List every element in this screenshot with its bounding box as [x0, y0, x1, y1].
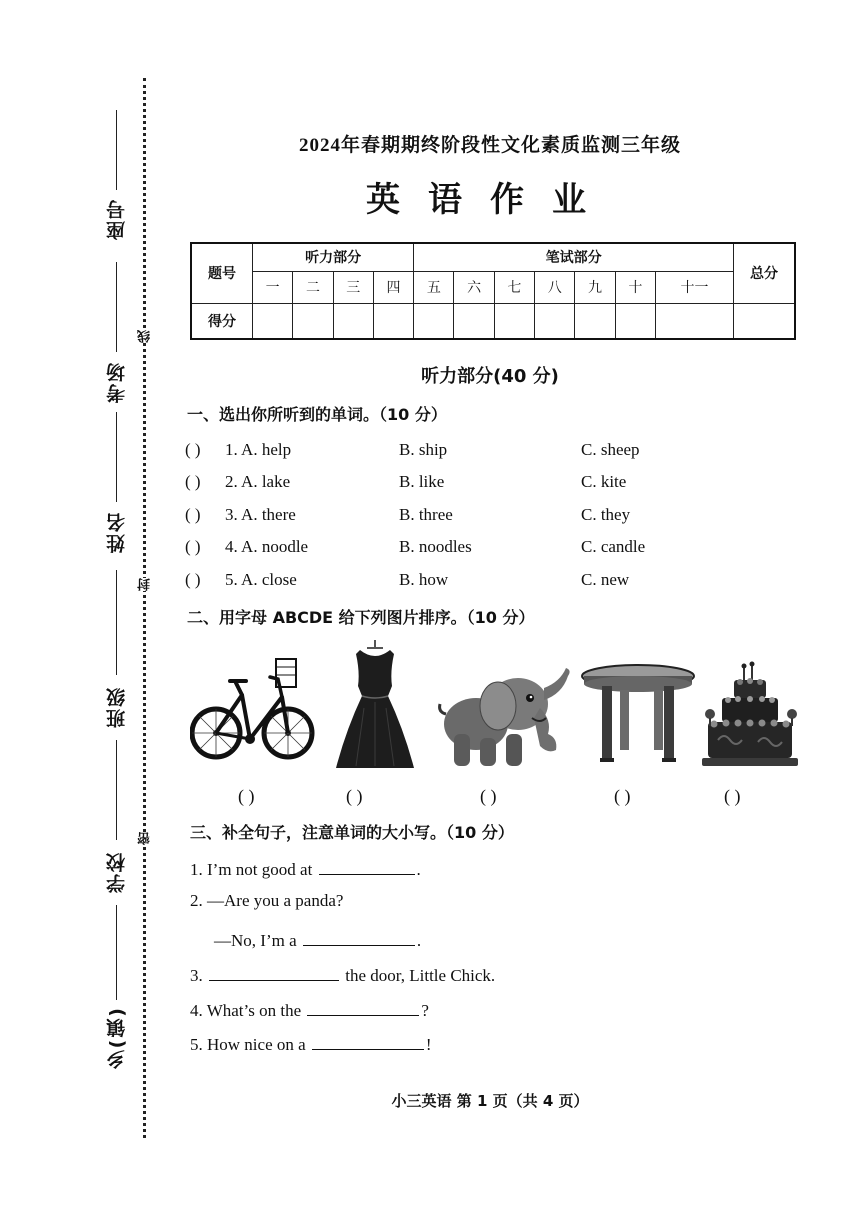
- question-row: [185, 472, 785, 500]
- table-picture: [580, 660, 698, 766]
- total-label: 总分: [734, 243, 796, 303]
- seal-mark-xian: 线: [138, 330, 153, 343]
- column-header: 七: [494, 271, 534, 303]
- column-header: 一: [253, 271, 293, 303]
- picture-answer-paren[interactable]: ( ): [614, 786, 631, 806]
- option-a: 1. A. help: [225, 440, 292, 459]
- side-field-class: [96, 680, 136, 734]
- sentence-line: [190, 1033, 432, 1055]
- option-b: B. ship: [399, 440, 448, 459]
- answer-paren[interactable]: ( ): [185, 570, 201, 589]
- score-cell[interactable]: [655, 303, 733, 339]
- item-number-label: 题号: [191, 243, 253, 303]
- answer-blank[interactable]: [307, 999, 419, 1016]
- answer-blank[interactable]: [312, 1033, 424, 1050]
- column-header: 六: [454, 271, 494, 303]
- side-field-name: [96, 505, 136, 559]
- score-table: [190, 242, 796, 340]
- written-group-header: 笔试部分: [414, 243, 734, 271]
- side-field-underline: [96, 905, 136, 1000]
- subject-title: 英语作业: [366, 180, 614, 220]
- side-field-exam-room: [96, 355, 136, 409]
- picture-answer-paren[interactable]: ( ): [480, 786, 497, 806]
- sentence-text: 2. —Are you a panda?: [190, 891, 344, 910]
- answer-paren[interactable]: ( ): [185, 472, 201, 491]
- score-cell[interactable]: [454, 303, 494, 339]
- sentence-line: [190, 891, 343, 911]
- answer-paren[interactable]: ( ): [185, 505, 201, 524]
- dress-picture: [334, 638, 416, 772]
- side-field-seat: [96, 192, 136, 246]
- sentence-text: .: [416, 860, 421, 879]
- listening-section-heading: 听力部分(40 分): [421, 366, 559, 387]
- column-header: 二: [293, 271, 333, 303]
- side-field-township: [96, 1000, 136, 1075]
- listening-group-header: 听力部分: [253, 243, 414, 271]
- sentence-text: 5. How nice on a: [190, 1035, 306, 1054]
- option-a: 2. A. lake: [225, 472, 291, 491]
- exam-title: 2024年春期期终阶段性文化素质监测三年级: [298, 135, 681, 156]
- option-c: C. they: [581, 505, 631, 524]
- option-a: 5. A. close: [225, 570, 297, 589]
- score-cell[interactable]: [575, 303, 615, 339]
- sentence-text: 3.: [190, 966, 203, 985]
- seal-mark-feng: 封: [138, 578, 153, 591]
- side-field-label: 班级: [105, 686, 128, 728]
- part2-title: 二、用字母 ABCDE 给下列图片排序。（10 分）: [187, 608, 535, 627]
- binding-dotted-line: [143, 78, 146, 1138]
- side-field-label: 学校: [105, 851, 128, 893]
- side-field-label: 乡(镇): [105, 1006, 128, 1070]
- option-b: B. how: [399, 570, 449, 589]
- score-cell[interactable]: [373, 303, 413, 339]
- sentence-line: [190, 858, 421, 880]
- seal-mark-mi: 密: [138, 832, 153, 845]
- score-cell[interactable]: [535, 303, 575, 339]
- sentence-text: —No, I’m a: [214, 931, 297, 950]
- sentence-text: !: [425, 1035, 432, 1054]
- question-row: [185, 440, 785, 468]
- total-score-cell[interactable]: [734, 303, 796, 339]
- column-header: 四: [373, 271, 413, 303]
- sentence-line: [190, 999, 429, 1021]
- option-b: B. noodles: [399, 537, 472, 556]
- question-row: [185, 505, 785, 533]
- side-field-label: 考场: [105, 361, 128, 403]
- answer-blank[interactable]: [303, 929, 415, 946]
- sentence-text: the door, Little Chick.: [345, 966, 496, 985]
- option-a: 3. A. there: [225, 505, 296, 524]
- question-row: [185, 537, 785, 565]
- answer-paren[interactable]: ( ): [185, 440, 201, 459]
- score-row-label: 得分: [191, 303, 253, 339]
- option-c: C. new: [581, 570, 630, 589]
- sentence-line: [190, 964, 495, 986]
- option-b: B. like: [399, 472, 445, 491]
- part1-title: 一、选出你所听到的单词。（10 分）: [187, 405, 447, 424]
- side-field-label: 姓名: [105, 511, 128, 553]
- picture-answer-paren[interactable]: ( ): [238, 786, 255, 806]
- question-row: [185, 570, 785, 598]
- sentence-text: 4. What’s on the: [190, 1001, 302, 1020]
- column-header: 十: [615, 271, 655, 303]
- option-c: C. candle: [581, 537, 646, 556]
- column-header: 五: [414, 271, 454, 303]
- score-cell[interactable]: [253, 303, 293, 339]
- sentence-text: 1. I’m not good at: [190, 860, 313, 879]
- side-field-underline: [96, 570, 136, 675]
- side-field-underline: [96, 262, 136, 352]
- sentence-line: [214, 929, 421, 951]
- sentence-text: ?: [421, 1001, 429, 1020]
- answer-blank[interactable]: [209, 964, 339, 981]
- cake-picture: [700, 660, 800, 772]
- answer-blank[interactable]: [319, 858, 415, 875]
- score-cell[interactable]: [494, 303, 534, 339]
- side-field-underline: [96, 412, 136, 502]
- score-cell[interactable]: [293, 303, 333, 339]
- elephant-picture: [436, 660, 574, 772]
- side-field-label: 座号: [105, 198, 128, 240]
- score-cell[interactable]: [414, 303, 454, 339]
- column-header: 八: [535, 271, 575, 303]
- picture-answer-paren[interactable]: ( ): [724, 786, 741, 806]
- column-header: 十一: [655, 271, 733, 303]
- option-c: C. kite: [581, 472, 627, 491]
- picture-answer-paren[interactable]: ( ): [346, 786, 363, 806]
- sentence-text: .: [416, 931, 422, 950]
- side-field-school: [96, 845, 136, 899]
- side-field-underline: [96, 110, 136, 190]
- column-header: 三: [333, 271, 373, 303]
- score-cell[interactable]: [615, 303, 655, 339]
- column-header: 九: [575, 271, 615, 303]
- page-footer: 小三英语 第 1 页（共 4 页）: [391, 1092, 589, 1110]
- bicycle-picture: [190, 655, 316, 773]
- score-cell[interactable]: [333, 303, 373, 339]
- option-a: 4. A. noodle: [225, 537, 309, 556]
- option-b: B. three: [399, 505, 453, 524]
- answer-paren[interactable]: ( ): [185, 537, 201, 556]
- side-field-underline: [96, 740, 136, 840]
- part3-title: 三、补全句子，注意单词的大小写。（10 分）: [190, 823, 514, 842]
- option-c: C. sheep: [581, 440, 640, 459]
